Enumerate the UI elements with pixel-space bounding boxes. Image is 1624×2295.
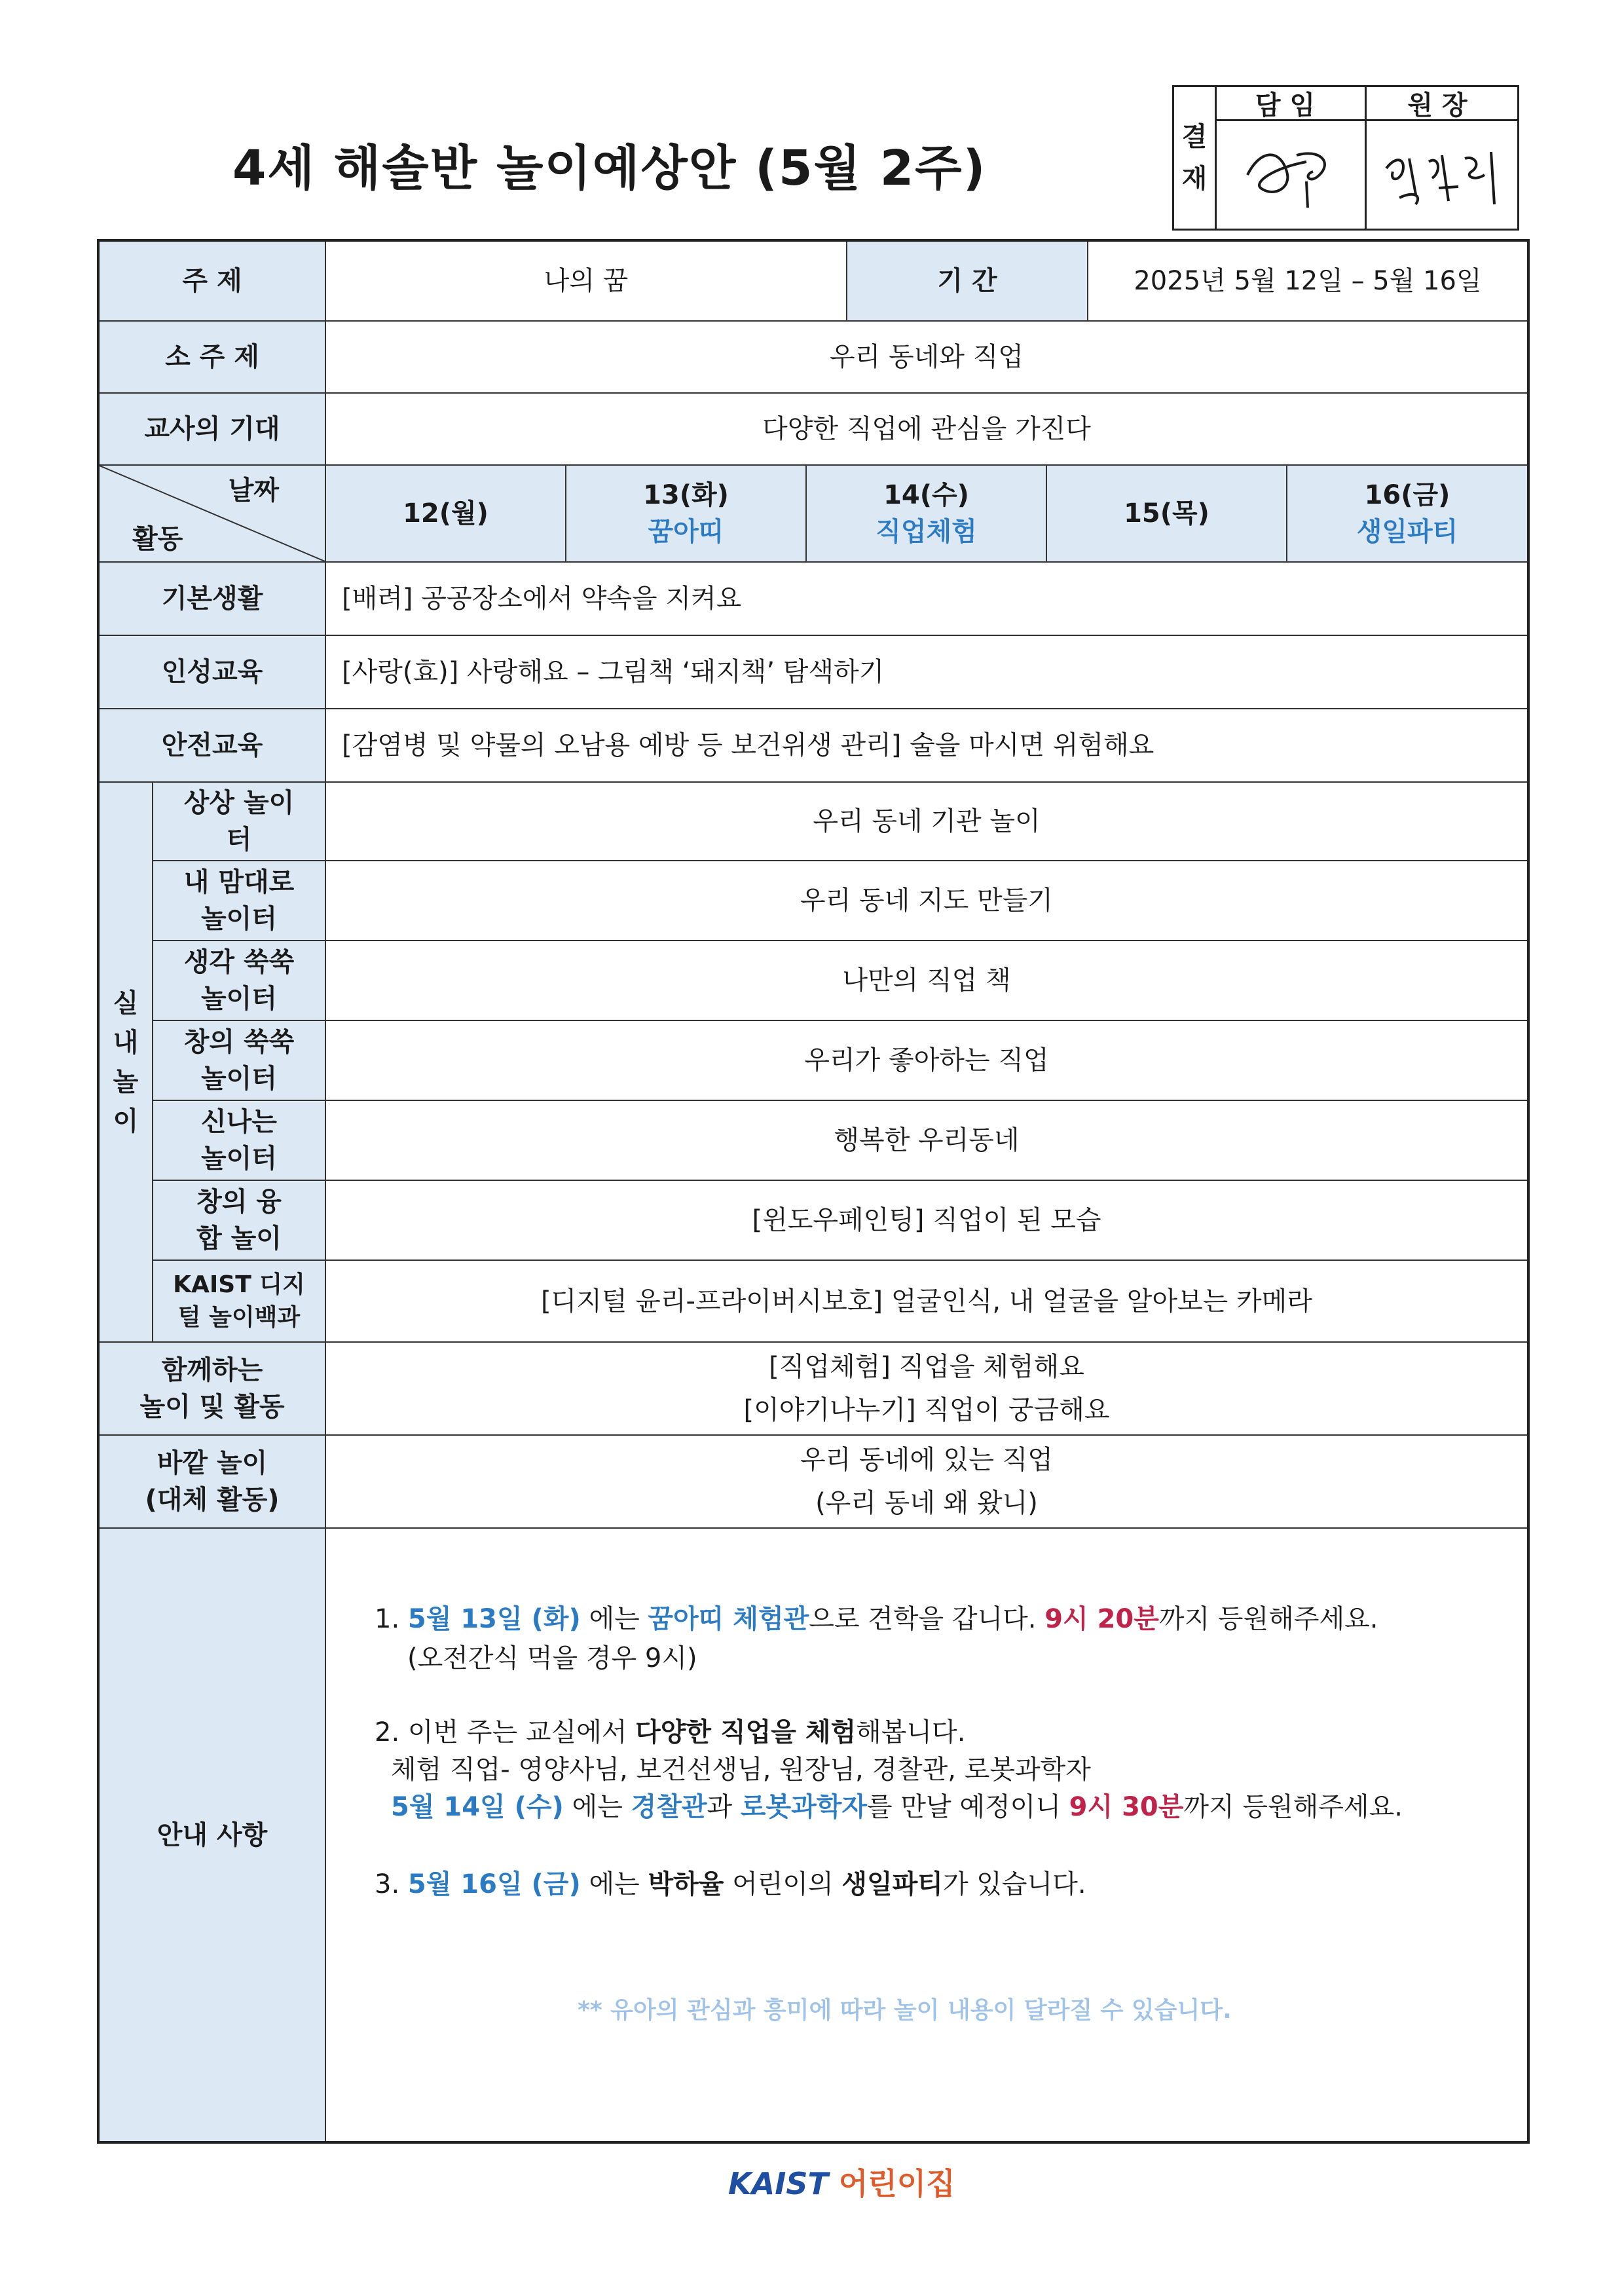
director-signature	[1367, 121, 1517, 229]
together-value	[326, 1343, 1527, 1436]
approval-side-char: 결	[1181, 122, 1208, 152]
highlight-person: 로봇과학자	[740, 1792, 868, 1822]
together-label-line: 놀이 및 활동	[139, 1392, 285, 1422]
indoor-row-value: 나만의 직업 책	[326, 941, 1527, 1021]
period-value: 2025년 5월 12일 – 5월 16일	[1088, 242, 1527, 322]
guide-note: ** 유아의 관심과 흥미에 따라 놀이 내용이 달라질 수 있습니다.	[578, 1997, 1232, 2024]
expectation-label: 교사의 기대	[100, 394, 326, 466]
guide-text: 를 만날 예정이니	[867, 1792, 1069, 1822]
indoor-label-char: 놀	[113, 1066, 139, 1097]
indoor-row-name: 창의 쑥쑥 놀이터	[153, 1021, 326, 1101]
indoor-row-name: 창의 융합 놀이	[153, 1181, 326, 1261]
guide-text: 에는	[580, 1604, 648, 1634]
guide-item-2	[375, 1714, 965, 1751]
expectation-value: 다양한 직업에 관심을 가진다	[326, 394, 1527, 466]
character-label: 인성교육	[100, 636, 326, 709]
guide-label: 안내 사항	[100, 1529, 326, 2141]
highlight-time: 9시 30분	[1069, 1792, 1184, 1822]
highlight-name: 박하율	[648, 1869, 724, 1899]
corner-date-label: 날짜	[228, 476, 279, 506]
indoor-row-value: [윈도우페인팅] 직업이 된 모습	[326, 1181, 1527, 1261]
outdoor-label-line: 바깥 놀이	[157, 1448, 268, 1478]
guide-text: 해봅니다.	[856, 1717, 966, 1747]
guide-text: 까지 등원해주세요.	[1158, 1604, 1378, 1634]
approval-box	[1172, 85, 1519, 231]
guide-content	[326, 1529, 1527, 2141]
together-line: [직업체험] 직업을 체험해요	[769, 1352, 1084, 1382]
guide-text: 어린이의	[724, 1869, 842, 1899]
logo-brand: KAIST	[728, 2166, 828, 2201]
guide-text: 과	[707, 1792, 741, 1822]
day-header	[1287, 466, 1527, 563]
indoor-row-name: 신나는 놀이터	[153, 1101, 326, 1181]
highlight-date: 5월 16일 (금)	[407, 1869, 581, 1899]
outdoor-label	[100, 1436, 326, 1529]
plan-table	[97, 239, 1530, 2144]
subtheme-value: 우리 동네와 직업	[326, 322, 1527, 394]
approval-side-label	[1174, 87, 1217, 229]
highlight-date: 5월 14일 (수)	[391, 1792, 564, 1822]
indoor-row-value: [디지털 윤리-프라이버시보호] 얼굴인식, 내 얼굴을 알아보는 카메라	[326, 1261, 1527, 1343]
day-date: 12(월)	[403, 498, 489, 529]
indoor-row-value: 우리 동네 기관 놀이	[326, 783, 1527, 861]
signature-scribble-icon	[1234, 136, 1346, 214]
indoor-label-char: 실	[113, 988, 139, 1018]
indoor-row-name: 내 맘대로 놀이터	[153, 861, 326, 941]
guide-text: 에는	[563, 1792, 631, 1822]
period-label: 기 간	[847, 242, 1088, 322]
page-title: 4세 해솔반 놀이예상안 (5월 2주)	[232, 140, 987, 196]
guide-item-1-sub: (오전간식 먹을 경우 9시)	[407, 1643, 697, 1673]
subtheme-label: 소 주 제	[100, 322, 326, 394]
outdoor-line: (우리 동네 왜 왔니)	[815, 1488, 1038, 1518]
highlight-event: 생일파티	[841, 1869, 943, 1899]
guide-text: 이번 주는 교실에서	[407, 1717, 636, 1747]
day-date: 14(수)	[883, 480, 969, 510]
day-date: 15(목)	[1124, 498, 1209, 529]
basic-life-label: 기본생활	[100, 563, 326, 636]
outdoor-label-line: (대체 활동)	[145, 1485, 280, 1515]
safety-value: [감염병 및 약물의 오남용 예방 등 보건위생 관리] 술을 마시면 위험해요	[326, 709, 1527, 783]
indoor-row-name: 생각 쑥쑥 놀이터	[153, 941, 326, 1021]
day-date: 13(화)	[643, 480, 729, 510]
logo-name: 어린이집	[838, 2166, 955, 2201]
indoor-label-char: 이	[113, 1106, 139, 1136]
date-activity-corner	[100, 466, 326, 563]
character-value: [사랑(효)] 사랑해요 – 그림책 ‘돼지책’ 탐색하기	[326, 636, 1527, 709]
day-event: 생일파티	[1356, 517, 1458, 547]
approval-teacher-header: 담임	[1215, 87, 1367, 121]
basic-life-value: [배려] 공공장소에서 약속을 지켜요	[326, 563, 1527, 636]
signature-scribble-icon	[1376, 136, 1507, 214]
kaist-daycare-logo	[728, 2160, 955, 2203]
guide-text: 으로 견학을 갑니다.	[809, 1604, 1045, 1634]
guide-text: 까지 등원해주세요.	[1183, 1792, 1403, 1822]
day-header	[566, 466, 807, 563]
indoor-row-value: 행복한 우리동네	[326, 1101, 1527, 1181]
item-number: 1.	[375, 1604, 400, 1634]
outdoor-line: 우리 동네에 있는 직업	[800, 1445, 1053, 1475]
together-label-line: 함께하는	[161, 1355, 263, 1385]
indoor-row-value: 우리 동네 지도 만들기	[326, 861, 1527, 941]
indoor-label-char: 내	[113, 1027, 139, 1058]
day-event: 꿈아띠	[648, 517, 724, 547]
guide-text: 가 있습니다.	[942, 1869, 1086, 1899]
outdoor-value	[326, 1436, 1527, 1529]
highlight-person: 경찰관	[631, 1792, 707, 1822]
guide-item-2-detail	[391, 1789, 1403, 1825]
item-number: 2.	[375, 1717, 400, 1747]
guide-text: 에는	[580, 1869, 648, 1899]
indoor-row-name: 상상 놀이터	[153, 783, 326, 861]
guide-item-2-jobs: 체험 직업- 영양사님, 보건선생님, 원장님, 경찰관, 로봇과학자	[391, 1755, 1091, 1785]
guide-item-1	[375, 1601, 1378, 1637]
highlight-time: 9시 20분	[1044, 1604, 1159, 1634]
safety-label: 안전교육	[100, 709, 326, 783]
theme-value: 나의 꿈	[326, 242, 847, 322]
teacher-signature	[1215, 121, 1367, 229]
together-line: [이야기나누기] 직업이 궁금해요	[743, 1395, 1110, 1425]
indoor-row-name: KAIST 디지털 놀이백과	[153, 1261, 326, 1343]
highlight-bold: 다양한 직업을 체험	[635, 1717, 857, 1747]
corner-activity-label: 활동	[132, 524, 183, 554]
together-label	[100, 1343, 326, 1436]
indoor-row-value: 우리가 좋아하는 직업	[326, 1021, 1527, 1101]
day-date: 16(금)	[1364, 480, 1450, 510]
theme-label: 주 제	[100, 242, 326, 322]
indoor-play-label	[100, 783, 153, 1343]
day-event: 직업체험	[876, 517, 977, 547]
guide-item-3	[375, 1866, 1086, 1903]
day-header	[326, 466, 566, 563]
highlight-place: 꿈아띠 체험관	[648, 1604, 809, 1634]
day-header	[807, 466, 1047, 563]
approval-side-char: 재	[1181, 164, 1208, 194]
item-number: 3.	[375, 1869, 400, 1899]
highlight-date: 5월 13일 (화)	[407, 1604, 581, 1634]
day-header	[1047, 466, 1287, 563]
approval-director-header: 원장	[1367, 87, 1517, 121]
